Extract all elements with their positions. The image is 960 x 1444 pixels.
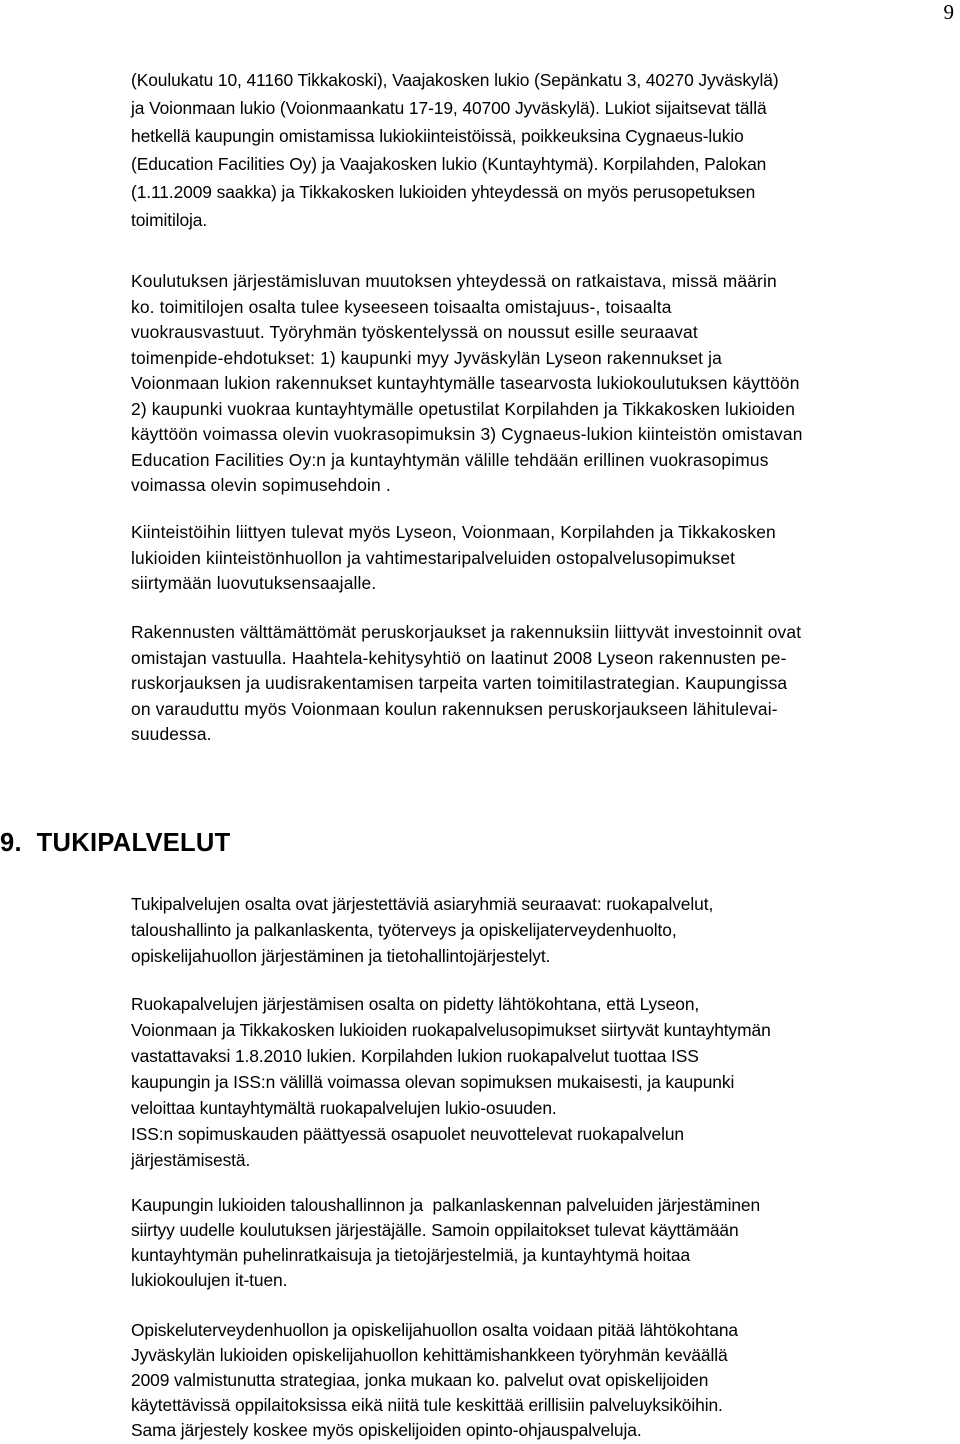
text-line: Tukipalvelujen osalta ovat järjestettäviä asiaryhmiä seuraavat: ruokapalvelut, [131,894,714,914]
text-line: opiskelijahuollon järjestäminen ja tietohallintojärjestelyt. [131,946,551,966]
text-line: Rakennusten välttämättömät peruskorjaukset ja rakennuksiin liittyvät investoinnit ovat [131,622,802,642]
text-line: käytettävissä oppilaitoksissa eikä niitä tule keskittää erillisiin palveluyksiköihin. [131,1395,723,1415]
text-line: ruskorjauksen ja uudisrakentamisen tarpeita varten toimitilastrategian. Kaupungissa [131,673,788,693]
text-line: omistajan vastuulla. Haahtela-kehitysyhtiö on laatinut 2008 Lyseon rakennusten pe- [131,647,787,668]
text-line: vuokrausvastuut. Työryhmän työskentelyssä on noussut esille seuraavat [131,322,698,342]
text-line: (Koulukatu 10, 41160 Tikkakoski), Vaajakosken lukio (Sepänkatu 3, 40270 Jyväskylä) [131,70,779,90]
text-line: ISS:n sopimuskauden päättyessä osapuolet neuvottelevat ruokapalvelun [131,1124,684,1144]
page-number: 9 [943,0,954,24]
text-line: Sama järjestely koskee myös opiskelijoiden opinto-ohjauspalveluja. [131,1420,642,1440]
text-line: lukioiden kiinteistönhuollon ja vahtimestaripalveluiden ostopalvelusopimukset [131,547,736,568]
text-line: kaupungin ja ISS:n välillä voimassa olevan sopimuksen mukaisesti, ja kaupunki [131,1072,735,1092]
paragraph-ownership-proposals [131,269,803,499]
paragraph-food-services [131,991,771,1173]
text-line: ja Voionmaan lukio (Voionmaankatu 17-19, 40700 Jyväskylä). Lukiot sijaitsevat tällä [131,98,767,118]
text-line: 2) kaupunki vuokraa kuntayhtymälle opetustilat Korpilahden ja Tikkakosken lukioiden [131,398,796,419]
text-line: kuntayhtymän puhelinratkaisuja ja tietojärjestelmiä, ja kuntayhtymä hoitaa [131,1245,691,1265]
paragraph-renovations [131,620,801,748]
text-line: siirtyy uudelle koulutuksen järjestäjälle. Samoin oppilaitokset tulevat käyttämään [131,1220,739,1240]
text-line: ko. toimitilojen osalta tulee kyseeseen toisaalta omistajuus-, toisaalta [131,296,672,317]
text-line: toimitiloja. [131,210,208,230]
text-line: (1.11.2009 saakka) ja Tikkakosken lukioiden yhteydessä on myös perusopetuksen [131,182,756,202]
text-line: käyttöön voimassa olevin vuokrasopimuksin 3) Cygnaeus-lukion kiinteistön omistavan [131,424,803,444]
paragraph-property-services [131,520,776,597]
text-line: Kaupungin lukioiden taloushallinnon ja palkanlaskennan palveluiden järjestäminen [131,1195,761,1215]
text-line: suudessa. [131,724,212,744]
paragraph-support-services [131,891,713,969]
text-line: lukiokoulujen it-tuen. [131,1270,288,1290]
text-line: 2009 valmistunutta strategiaa, jonka mukaan ko. palvelut ovat opiskelijoiden [131,1370,709,1390]
text-line: Voionmaan lukion rakennukset kuntayhtymälle tasearvosta lukiokoulutuksen käyttöön [131,373,800,393]
text-line: taloushallinto ja palkanlaskenta, työterveys ja opiskelijaterveydenhuolto, [131,920,677,940]
text-line: Kiinteistöihin liittyen tulevat myös Lyseon, Voionmaan, Korpilahden ja Tikkakosken [131,522,776,542]
text-line: Voionmaan ja Tikkakosken lukioiden ruokapalvelusopimukset siirtyvät kuntayhtymän [131,1020,771,1040]
text-line: toimenpide-ehdotukset: 1) kaupunki myy Jyväskylän Lyseon rakennukset ja [131,347,722,368]
paragraph-financial-services [131,1193,760,1293]
text-line: siirtymään luovutuksensaajalle. [131,573,377,593]
text-line: (Education Facilities Oy) ja Vaajakosken lukio (Kuntayhtymä). Korpilahden, Palokan [131,154,767,174]
text-line: voimassa olevin sopimusehdoin . [131,475,391,495]
text-line: järjestämisestä. [131,1150,251,1170]
text-line: vastattavaksi 1.8.2010 lukien. Korpilahden lukion ruokapalvelut tuottaa ISS [131,1046,699,1066]
paragraph-campus-locations [131,66,779,234]
text-line: hetkellä kaupungin omistamissa lukiokiinteistöissä, poikkeuksina Cygnaeus-lukio [131,126,744,146]
text-line: Koulutuksen järjestämisluvan muutoksen yhteydessä on ratkaistava, missä määrin [131,271,777,291]
paragraph-student-healthcare [131,1318,738,1443]
text-line: on varauduttu myös Voionmaan koulun rakennuksen peruskorjaukseen lähitulevai- [131,698,778,719]
section-heading: 9. TUKIPALVELUT [0,829,231,857]
text-line: Opiskeluterveydenhuollon ja opiskelijahuollon osalta voidaan pitää lähtökohtana [131,1320,738,1340]
text-line: Education Facilities Oy:n ja kuntayhtymän välille tehdään erillinen vuokrasopimus [131,449,769,470]
text-line: veloittaa kuntayhtymältä ruokapalvelujen lukio-osuuden. [131,1098,557,1118]
text-line: Jyväskylän lukioiden opiskelijahuollon kehittämishankkeen työryhmän keväällä [131,1345,728,1365]
text-line: Ruokapalvelujen järjestämisen osalta on pidetty lähtökohtana, että Lyseon, [131,994,700,1014]
